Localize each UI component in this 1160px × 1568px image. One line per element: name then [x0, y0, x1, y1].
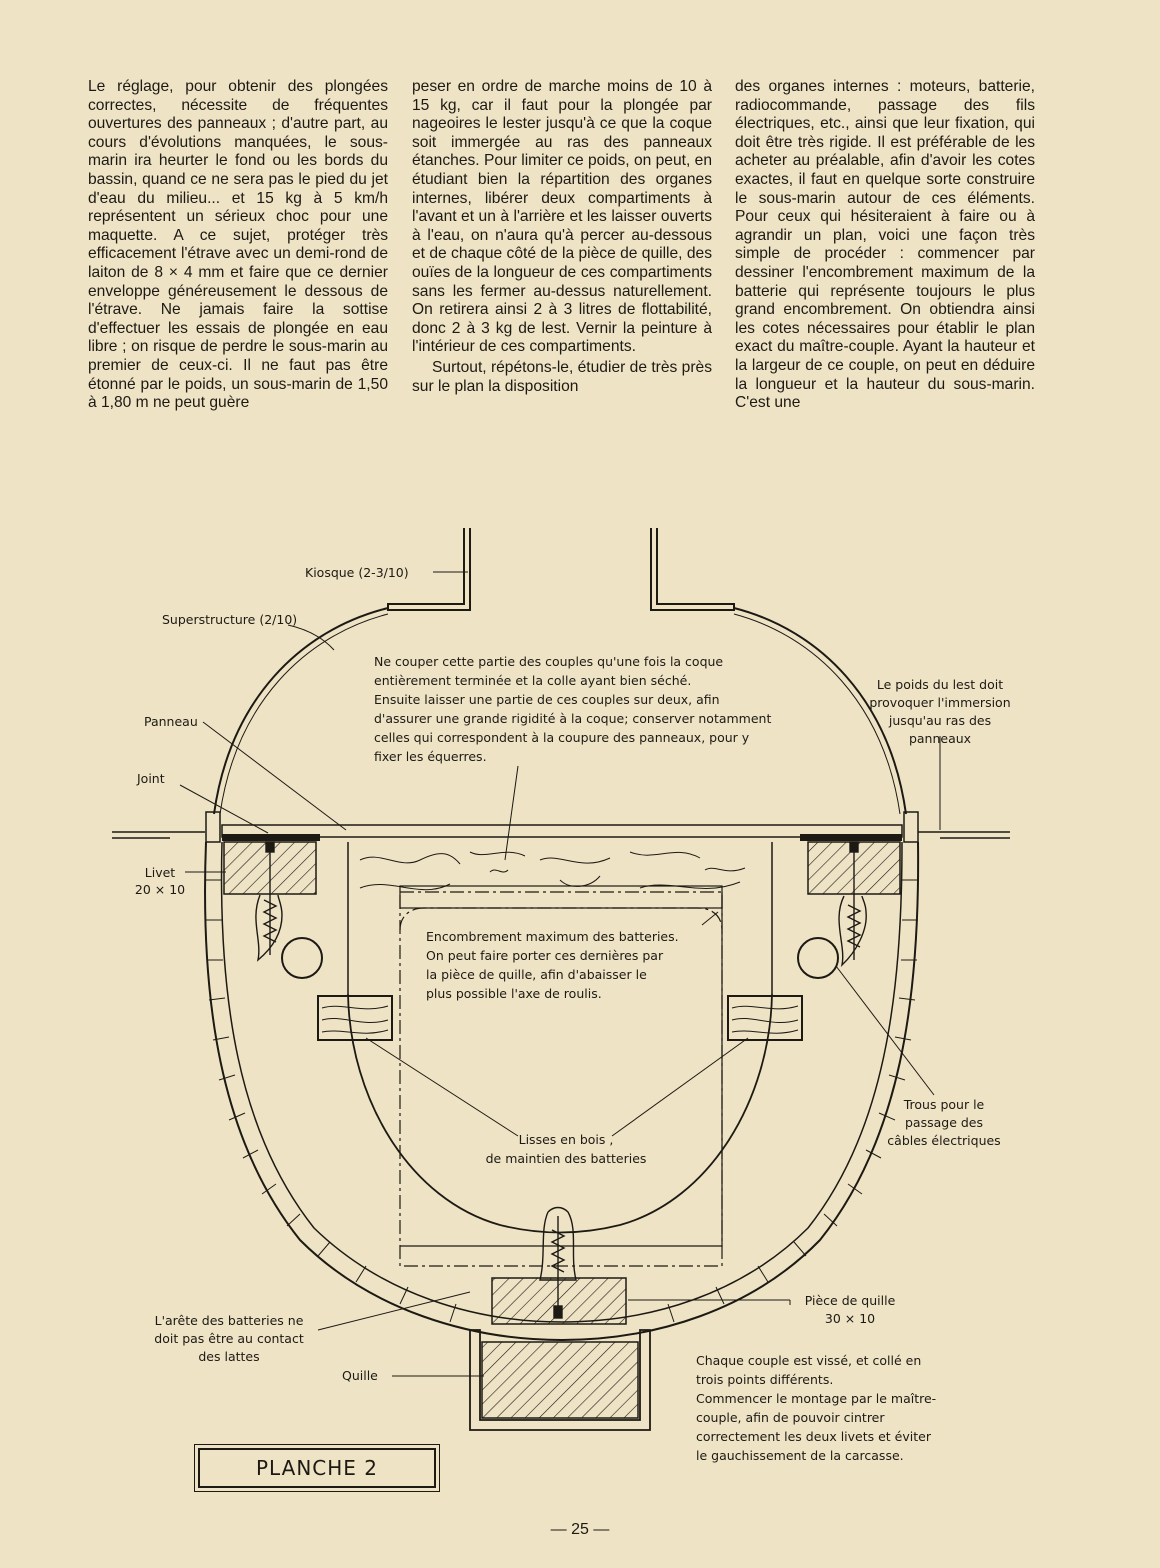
label-lisses — [486, 1132, 647, 1166]
hull-planking — [206, 880, 918, 1322]
svg-text:doit pas être au contact: doit pas être au contact — [154, 1331, 304, 1346]
svg-text:Lisses en bois ,: Lisses en bois , — [518, 1132, 614, 1147]
quille — [482, 1342, 638, 1418]
svg-text:le gauchissement de la carcass: le gauchissement de la carcasse. — [696, 1448, 904, 1463]
label-piece-quille — [805, 1293, 896, 1326]
svg-text:Chaque couple est vissé, et co: Chaque couple est vissé, et collé en — [696, 1353, 922, 1368]
svg-text:câbles électriques: câbles électriques — [887, 1133, 1001, 1148]
label-joint: Joint — [137, 771, 165, 786]
paragraph: des organes internes : moteurs, batterie, radiocommande, passage des fils électriques, etc., ainsi que leur fixation, qui doit être très rigide. Il est préférable de les acheter au préalable, afin d'avoir les cotes exactes, il faut en quelque sorte construire le sous-marin autour de ces éléments. Pour ceux qui hésiteraient à faire ou à agrandir un plan, voici une façon très simple de procéder : commencer par dessiner l'encombrement maximum de la batterie qui représente toujours le plus grand encombrement. On obtiendra ainsi les cotes nécessaires pour établir le plan exact du maître-couple. Ayant la hauteur et la largeur de ce couple, on peut en déduire la longueur et la hauteur du sous-marin. C'est une — [735, 78, 1035, 412]
label-encombrement — [426, 929, 679, 1001]
label-lest — [869, 677, 1010, 746]
svg-text:panneaux: panneaux — [908, 731, 972, 746]
svg-text:d'assurer une grande rigidité: d'assurer une grande rigidité à la coque; conserver notamment — [374, 711, 772, 726]
svg-text:trois points différents.: trois points différents. — [696, 1372, 834, 1387]
svg-text:Ensuite laisser une partie de: Ensuite laisser une partie de ces couples sur deux, afin — [374, 692, 720, 707]
paragraph: Le réglage, pour obtenir des plongées correctes, nécessite de fréquentes ouvertures des panneaux ; d'autre part, au cours d'évolutions manquées, le sous-marin ira heurter le fond ou les bords du bassin, quand ce ne sera pas le pied du jet d'eau du milieu... et 15 kg à 5 km/h représentent un sérieux choc pour une maquette. A ce sujet, protéger très efficacement l'étrave avec un demi-rond de laiton de 8 × 4 mm et faire que ce dernier enveloppe généreusement le dessous de l'étrave. Ne jamais faire la sottise d'effectuer les essais de plongée en eau libre ; on risque de perdre le sous-marin au premier de ceux-ci. Il ne faut pas être étonné par le poids, un sous-marin de 1,50 à 1,80 m ne peut guère — [88, 78, 388, 412]
text-column-3 — [735, 78, 1035, 413]
text-column-1 — [88, 78, 388, 413]
joint-right — [800, 834, 902, 841]
svg-text:30 × 10: 30 × 10 — [824, 1311, 876, 1326]
label-arete — [154, 1313, 304, 1364]
svg-text:fixer les équerres.: fixer les équerres. — [374, 749, 487, 764]
svg-text:jusqu'au ras des: jusqu'au ras des — [888, 713, 992, 728]
svg-text:Ne couper cette partie des cou: Ne couper cette partie des couples qu'une fois la coque — [374, 654, 724, 669]
plate-title: PLANCHE 2 — [198, 1448, 436, 1488]
wood-grain — [360, 852, 745, 890]
svg-text:Pièce de quille: Pièce de quille — [804, 1293, 896, 1308]
svg-text:L'arête des batteries ne: L'arête des batteries ne — [154, 1313, 304, 1328]
svg-text:la pièce de quille, afin d'aba: la pièce de quille, afin d'abaisser le — [426, 967, 647, 982]
page-number: — 25 — — [550, 1521, 610, 1538]
label-trous — [887, 1097, 1000, 1148]
svg-text:celles qui correspondent à la: celles qui correspondent à la coupure des panneaux, pour y — [374, 730, 750, 745]
label-panneau: Panneau — [144, 714, 198, 729]
submarine-cross-section-diagram — [0, 500, 1160, 1500]
svg-text:couple, afin de pouvoir cintre: couple, afin de pouvoir cintrer — [696, 1410, 885, 1425]
paragraph: Surtout, répétons-le, étudier de très près sur le plan la disposition — [412, 358, 712, 395]
svg-text:passage des: passage des — [904, 1115, 984, 1130]
label-superstructure: Superstructure (2/10) — [162, 612, 298, 627]
label-quille: Quille — [342, 1368, 378, 1383]
svg-text:20 × 10: 20 × 10 — [134, 882, 186, 897]
cable-hole-right — [798, 938, 838, 978]
note-top — [374, 654, 771, 764]
svg-text:plus possible l'axe de roulis.: plus possible l'axe de roulis. — [426, 986, 602, 1001]
svg-text:de maintien des batteries: de maintien des batteries — [485, 1151, 647, 1166]
svg-text:entièrement terminée et la col: entièrement terminée et la colle ayant bien séché. — [374, 673, 692, 688]
couple-frame — [348, 994, 772, 1233]
hull-outer — [205, 842, 918, 1340]
svg-text:Encombrement maximum des batte: Encombrement maximum des batteries. — [426, 929, 679, 944]
svg-text:des lattes: des lattes — [198, 1349, 260, 1364]
svg-text:Livet: Livet — [144, 865, 176, 880]
paragraph: peser en ordre de marche moins de 10 à 15 kg, car il faut pour la plongée par nageoires le lester jusqu'à ce que la coque soit immergée au ras des panneaux étanches. Pour limiter ce poids, on peut, en étudiant bien la répartition des organes internes, libérer deux compartiments à l'avant et un à l'arrière et les laisser ouverts à l'eau, on n'aura qu'à percer au-dessous et de chaque côté de la pièce de quille, des ouïes de la longueur de ces compartiments sans les fermer au-dessus naturellement. On retirera ainsi 2 à 3 litres de flottabilité, donc 2 à 3 kg de lest. Vernir la peinture à l'intérieur de ces compartiments. — [412, 78, 712, 356]
lisse-left — [318, 996, 392, 1040]
svg-text:Le poids du lest doit: Le poids du lest doit — [876, 677, 1004, 692]
label-kiosque: Kiosque (2-3/10) — [305, 565, 409, 580]
svg-text:Commencer le montage par le ma: Commencer le montage par le maître- — [696, 1391, 937, 1406]
label-livet — [135, 865, 185, 897]
lisse-right — [728, 996, 802, 1040]
joint-left — [222, 834, 320, 841]
cable-hole-left — [282, 938, 322, 978]
svg-text:On peut faire porter ces derni: On peut faire porter ces dernières par — [426, 948, 664, 963]
svg-text:Trous pour le: Trous pour le — [903, 1097, 985, 1112]
text-column-2 — [412, 78, 712, 396]
svg-text:provoquer l'immersion: provoquer l'immersion — [869, 695, 1011, 710]
kiosque — [388, 528, 734, 610]
label-chaque-couple — [696, 1353, 936, 1463]
svg-text:correctement les deux livets e: correctement les deux livets et éviter — [696, 1429, 931, 1444]
